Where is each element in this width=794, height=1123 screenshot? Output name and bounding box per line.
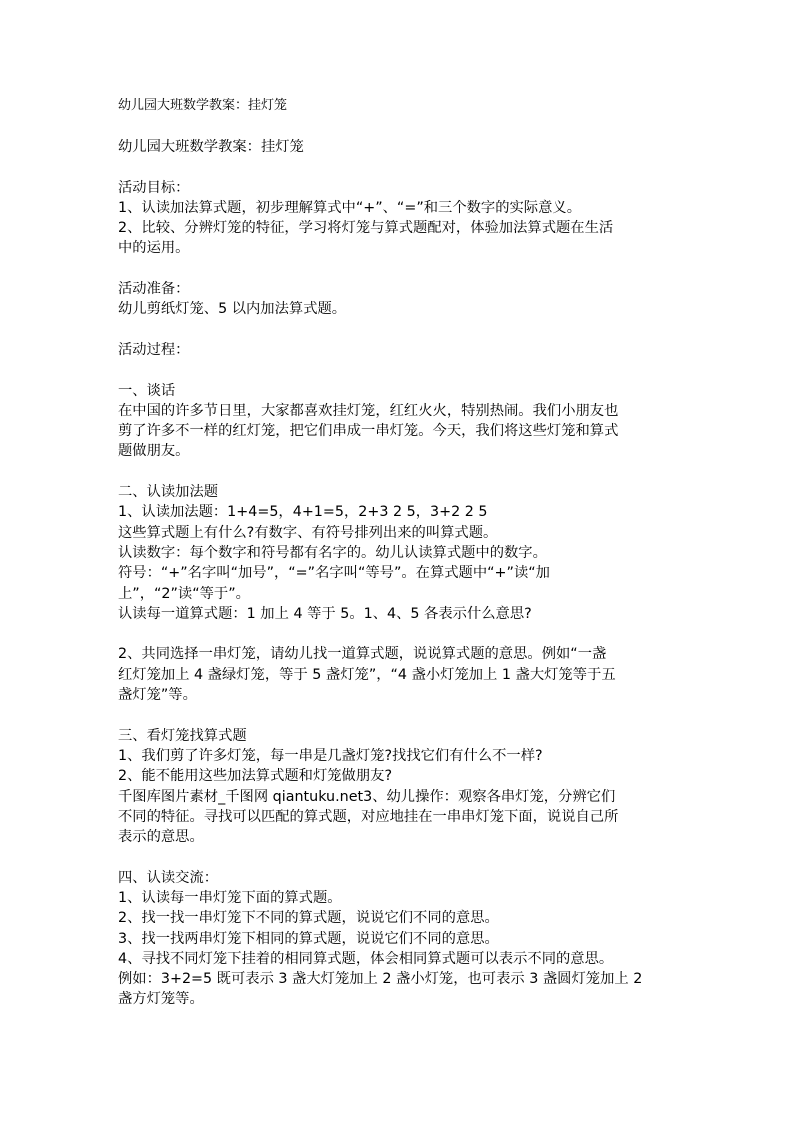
goals-line: 2、比较、分辨灯笼的特征，学习将灯笼与算式题配对，体验加法算式题在生活 xyxy=(118,220,614,237)
spacer xyxy=(118,157,678,177)
section2-line: 认读每一道算式题：1 加上 4 等于 5。1、4、5 各表示什么意思? xyxy=(118,605,532,622)
section3-heading: 三、看灯笼找算式题 xyxy=(118,727,247,744)
section2-line: 1、认读加法题：1+4=5，4+1=5，2+3 2 5，3+2 2 5 xyxy=(118,504,488,521)
section4-line: 2、找一找一串灯笼下不同的算式题，说说它们不同的意思。 xyxy=(118,910,499,927)
section2-line: 上”，“2”读“等于”。 xyxy=(118,585,250,602)
section1-line: 题做朋友。 xyxy=(118,443,190,460)
section2-heading: 二、认读加法题 xyxy=(118,484,219,501)
section2-line: 红灯笼加上 4 盏绿灯笼，等于 5 盏灯笼”，“4 盏小灯笼加上 1 盏大灯笼等于五 xyxy=(118,666,616,683)
section1-line: 在中国的许多节日里，大家都喜欢挂灯笼，红红火火，特别热闹。我们小朋友也 xyxy=(118,402,619,419)
spacer xyxy=(118,624,678,644)
spacer xyxy=(118,847,678,867)
section3-line: 千图库图片素材_千图网 qiantuku.net3、幼儿操作：观察各串灯笼，分辨它们 xyxy=(118,788,616,805)
spacer xyxy=(118,259,678,279)
goals-heading: 活动目标： xyxy=(118,179,190,196)
spacer xyxy=(118,360,678,380)
prep-heading: 活动准备： xyxy=(118,281,190,298)
section2-line: 认读数字：每个数字和符号都有名字的。幼儿认读算式题中的数字。 xyxy=(118,544,547,561)
prep-line: 幼儿剪纸灯笼、5 以内加法算式题。 xyxy=(118,301,347,318)
section4-line: 例如：3+2=5 既可表示 3 盏大灯笼加上 2 盏小灯笼，也可表示 3 盏圆灯笼加上 2 xyxy=(118,971,643,988)
goals-line: 中的运用。 xyxy=(118,240,190,257)
section4-line: 4、寻找不同灯笼下挂着的相同算式题，体会相同算式题可以表示不同的意思。 xyxy=(118,950,614,967)
section2-line: 这些算式题上有什么?有数字、有符号排列出来的叫算式题。 xyxy=(118,524,498,541)
spacer xyxy=(118,320,678,340)
section4-line: 盏方灯笼等。 xyxy=(118,991,204,1008)
section2-line: 盏灯笼”等。 xyxy=(118,687,197,704)
section3-line: 1、我们剪了许多灯笼，每一串是几盏灯笼?找找它们有什么不一样? xyxy=(118,747,543,764)
spacer xyxy=(118,462,678,482)
goals-line: 1、认读加法算式题，初步理解算式中“+”、“=”和三个数字的实际意义。 xyxy=(118,199,581,216)
section1-heading: 一、谈话 xyxy=(118,382,176,399)
section3-line: 2、能不能用这些加法算式题和灯笼做朋友? xyxy=(118,768,393,785)
section4-line: 3、找一找两串灯笼下相同的算式题，说说它们不同的意思。 xyxy=(118,930,499,947)
section2-line: 符号：“+”名字叫“加号”，“=”名字叫“等号”。在算式题中“+”读“加 xyxy=(118,565,550,582)
spacer xyxy=(118,705,678,725)
document-title: 幼儿园大班数学教案：挂灯笼 xyxy=(118,139,304,155)
document-body xyxy=(118,137,678,1010)
section2-line: 2、共同选择一串灯笼，请幼儿找一道算式题，说说算式题的意思。例如“一盏 xyxy=(118,646,607,663)
section4-heading: 四、认读交流： xyxy=(118,869,219,886)
header-title: 幼儿园大班数学教案：挂灯笼 xyxy=(118,98,288,113)
section4-line: 1、认读每一串灯笼下面的算式题。 xyxy=(118,889,342,906)
process-heading: 活动过程： xyxy=(118,341,190,358)
section3-line: 不同的特征。寻找可以匹配的算式题，对应地挂在一串串灯笼下面，说说自己所 xyxy=(118,808,619,825)
section1-line: 剪了许多不一样的红灯笼，把它们串成一串灯笼。今天，我们将这些灯笼和算式 xyxy=(118,423,619,440)
section3-line: 表示的意思。 xyxy=(118,829,204,846)
